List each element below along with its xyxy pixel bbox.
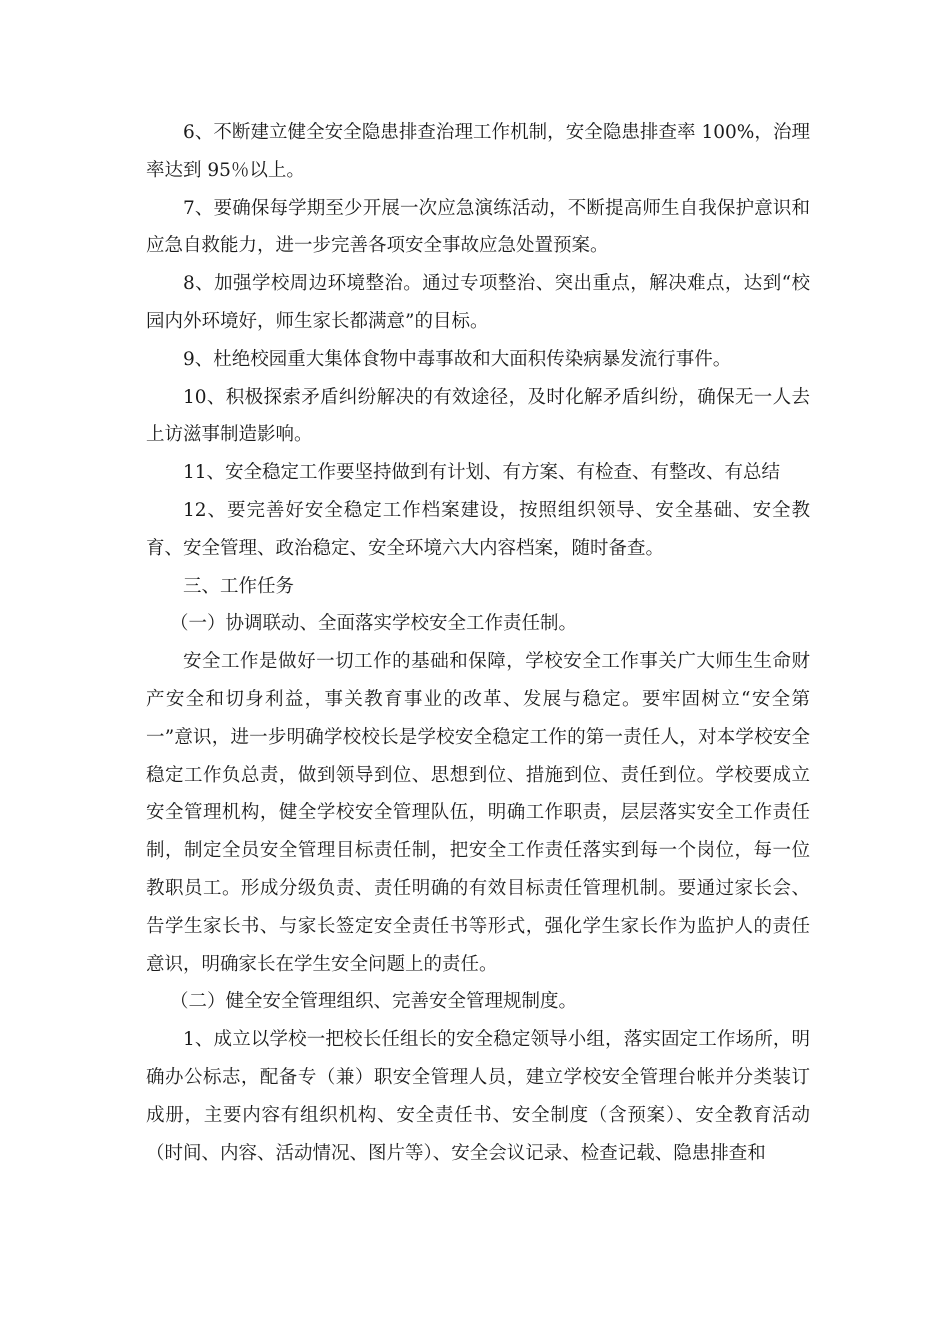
paragraph-item-7: 7、要确保每学期至少开展一次应急演练活动，不断提高师生自我保护意识和应急自救能力，进一步完善各项安全事故应急处置预案。 [146,197,810,257]
paragraph-management-item-1: 1、成立以学校一把校长任组长的安全稳定领导小组，落实固定工作场所，明确办公标志，配备专（兼）职安全管理人员，建立学校安全管理台帐并分类装订成册，主要内容有组织机构、安全责任书、安全制度（含预案）、安全教育活动（时间、内容、活动情况、图片等）、安全会议记录、检查记载、隐患排查和 [146,1029,810,1164]
document-body [146,114,810,1172]
paragraph-item-8: 8、加强学校周边环境整治。通过专项整治、突出重点，解决难点，达到“校园内外环境好，师生家长都满意”的目标。 [146,273,810,332]
paragraph-item-9: 9、杜绝校园重大集体食物中毒事故和大面积传染病暴发流行事件。 [183,348,732,370]
subsection-heading-1: （一）协调联动、全面落实学校安全工作责任制。 [170,613,578,635]
subsection-heading-2: （二）健全安全管理组织、完善安全管理规制度。 [170,991,578,1013]
paragraph-item-6: 6、不断建立健全安全隐患排查治理工作机制，安全隐患排查率 100%，治理率达到 95％以上。 [146,122,810,181]
paragraph-item-10: 10、积极探索矛盾纠纷解决的有效途径，及时化解矛盾纠纷，确保无一人去上访滋事制造影响。 [146,386,810,446]
paragraph-item-11: 11、安全稳定工作要坚持做到有计划、有方案、有检查、有整改、有总结 [183,462,781,484]
paragraph-responsibility: 安全工作是做好一切工作的基础和保障，学校安全工作事关广大师生生命财产安全和切身利益，事关教育事业的改革、发展与稳定。要牢固树立“安全第一”意识，进一步明确学校校长是学校安全稳定工作的第一责任人，对本学校安全稳定工作负总责，做到领导到位、思想到位、措施到位、责任到位。学校要成立安全管理机构，健全学校安全管理队伍，明确工作职责，层层落实安全工作责任制，制定全员安全管理目标责任制，把安全工作责任落实到每一个岗位，每一位教职员工。形成分级负责、责任明确的有效目标责任管理机制。要通过家长会、告学生家长书、与家长签定安全责任书等形式，强化学生家长作为监护人的责任意识，明确家长在学生安全问题上的责任。 [146,651,810,975]
section-heading-work-tasks: 三、工作任务 [183,575,295,597]
paragraph-item-12: 12、要完善好安全稳定工作档案建设，按照组织领导、安全基础、安全教育、安全管理、政治稳定、安全环境六大内容档案，随时备查。 [146,499,810,559]
